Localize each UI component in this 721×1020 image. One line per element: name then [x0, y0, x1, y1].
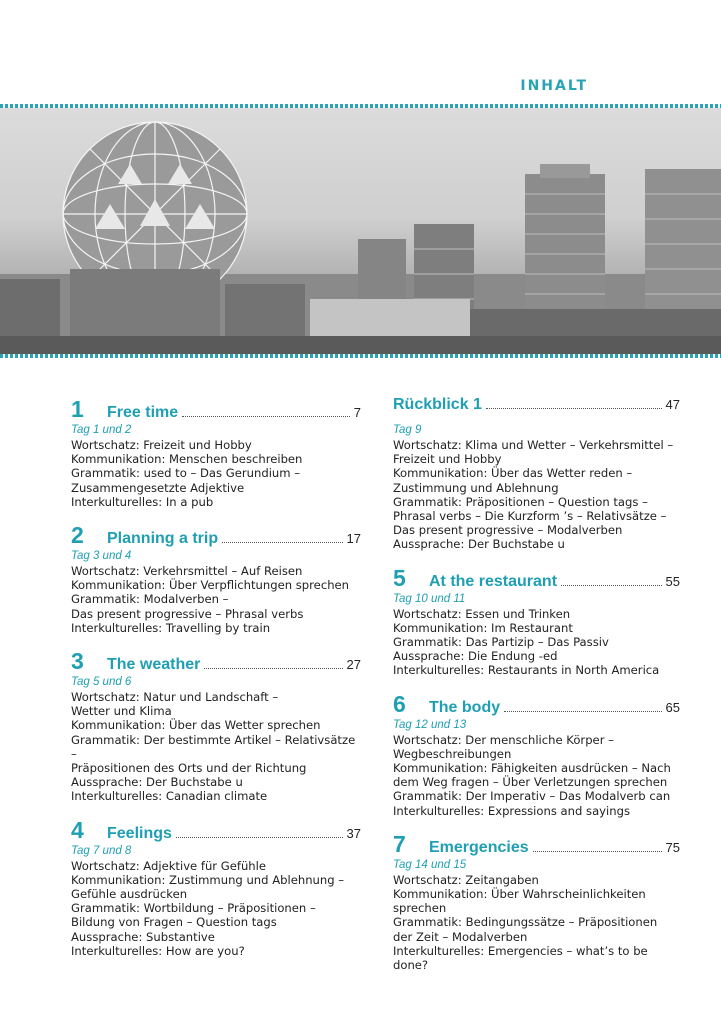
topic-line: Grammatik: used to – Das Gerundium – — [71, 466, 301, 481]
topic-line: Grammatik: Der Imperativ – Das Modalverb can — [393, 789, 671, 804]
topic-line: Kommunikation: Zustimmung und Ablehnung – — [71, 872, 345, 887]
day-tag: Tag 3 und 4 — [71, 550, 132, 563]
page-number: 47 — [665, 397, 680, 412]
topic-line: Grammatik: Präpositionen – Question tags – — [393, 494, 648, 509]
topic-line: Kommunikation: Über Verpflichtungen sprechen — [71, 578, 350, 593]
topic-line: Interkulturelles: Emergencies – what’s to be done? — [393, 943, 648, 973]
toc-right-column — [393, 396, 680, 985]
leader-dots — [561, 584, 662, 586]
chapter-title: Planning a trip — [107, 530, 219, 548]
leader-dots — [222, 541, 342, 543]
topic-line: Kommunikation: Im Restaurant — [393, 620, 573, 635]
review-title: Rückblick 1 — [393, 396, 482, 413]
topic-line: sprechen — [393, 901, 447, 916]
topic-line: Grammatik: Wortbildung – Präpositionen – — [71, 901, 316, 916]
topic-line: dem Weg fragen – Über Verletzungen sprechen — [393, 775, 668, 790]
page-number: 75 — [665, 839, 680, 855]
topic-line: Das present progressive – Modalverben — [393, 523, 623, 538]
topic-line: Phrasal verbs – Die Kurzform ’s – Relativsätze – — [393, 509, 667, 524]
leader-dots — [182, 415, 350, 417]
topic-line: Interkulturelles: How are you? — [71, 943, 245, 958]
toc-entry[interactable] — [393, 565, 680, 678]
topic-line: Interkulturelles: Expressions and sayings — [393, 803, 631, 818]
day-tag: Tag 12 und 13 — [393, 718, 467, 731]
toc-entry[interactable] — [71, 817, 361, 958]
leader-dots — [486, 407, 662, 409]
toc-entry[interactable] — [71, 396, 361, 509]
day-tag: Tag 1 und 2 — [71, 424, 132, 436]
toc-entry[interactable] — [393, 831, 680, 972]
leader-dots — [504, 710, 661, 712]
topic-line: Wortschatz: Essen und Trinken — [393, 606, 571, 621]
leader-dots — [204, 667, 342, 669]
day-tag: Tag 7 und 8 — [71, 844, 132, 857]
topic-line: Wortschatz: Adjektive für Gefühle — [71, 858, 267, 873]
topic-line: Wortschatz: Der menschliche Körper – — [393, 732, 614, 747]
chapter-number: 7 — [393, 830, 406, 857]
chapter-number: 4 — [71, 816, 84, 843]
topic-line: Kommunikation: Fähigkeiten ausdrücken – Nach — [393, 761, 671, 776]
chapter-title: Emergencies — [429, 838, 529, 856]
topic-line: Freizeit und Hobby — [393, 452, 502, 467]
topic-line: Gefühle ausdrücken — [71, 887, 188, 902]
skyline-illustration — [0, 104, 721, 358]
page-number: 17 — [346, 531, 361, 547]
chapter-number: 1 — [71, 396, 84, 422]
topic-line: Interkulturelles: Travelling by train — [71, 620, 271, 635]
topic-line: Interkulturelles: Restaurants in North America — [393, 663, 660, 678]
page-title: INHALT — [520, 78, 588, 94]
topic-line: der Zeit – Modalverben — [393, 929, 528, 944]
topic-line: Präpositionen des Orts und der Richtung — [71, 761, 307, 776]
topic-line: Grammatik: Bedingungssätze – Präpositionen — [393, 915, 658, 930]
topic-line: Aussprache: Die Endung -ed — [393, 649, 558, 664]
chapter-title: The weather — [107, 656, 201, 674]
chapter-number: 6 — [393, 690, 406, 717]
topic-line: Grammatik: Modalverben – — [71, 592, 229, 607]
chapter-number: 2 — [71, 522, 84, 549]
chapter-title: The body — [429, 698, 501, 716]
page-number: 55 — [665, 573, 680, 589]
day-tag: Tag 9 — [393, 424, 422, 436]
topic-line: Bildung von Fragen – Question tags — [71, 915, 277, 930]
banner-border-bottom — [0, 354, 721, 358]
toc-entry[interactable] — [393, 396, 680, 552]
topic-line: Wetter und Klima — [71, 704, 172, 719]
topic-line: Interkulturelles: In a pub — [71, 494, 214, 509]
chapter-number: 3 — [71, 648, 84, 675]
city-skyline-photo — [0, 104, 721, 358]
topic-line: Kommunikation: Über Wahrscheinlichkeiten — [393, 887, 646, 902]
day-tag: Tag 14 und 15 — [393, 858, 467, 871]
page-number: 65 — [665, 699, 680, 715]
topic-line: Grammatik: Das Partizip – Das Passiv — [393, 635, 609, 650]
topic-line: Wortschatz: Natur und Landschaft – — [71, 690, 279, 705]
topic-line: Wortschatz: Freizeit und Hobby — [71, 438, 252, 452]
topic-line: Zusammengesetzte Adjektive — [71, 480, 245, 495]
topic-line: Aussprache: Der Buchstabe u — [393, 537, 565, 552]
toc-entry[interactable] — [71, 522, 361, 635]
topic-line: Grammatik: Der bestimmte Artikel – Relativsätze – — [71, 732, 356, 761]
topic-line: Wortschatz: Zeitangaben — [393, 872, 539, 887]
toc-entry[interactable] — [393, 691, 680, 818]
topic-line: Kommunikation: Menschen beschreiben — [71, 452, 303, 467]
topic-line: Aussprache: Der Buchstabe u — [71, 775, 243, 790]
page-number: 27 — [346, 657, 361, 673]
day-tag: Tag 5 und 6 — [71, 676, 132, 689]
chapter-title: Feelings — [107, 824, 172, 842]
topic-line: Interkulturelles: Canadian climate — [71, 789, 268, 804]
topic-line: Das present progressive – Phrasal verbs — [71, 606, 304, 621]
leader-dots — [176, 836, 343, 838]
topic-line: Kommunikation: Über das Wetter sprechen — [71, 718, 321, 733]
page-number: 7 — [353, 405, 361, 420]
chapter-title: At the restaurant — [429, 572, 558, 590]
day-tag: Tag 10 und 11 — [393, 592, 466, 605]
topic-line: Wortschatz: Verkehrsmittel – Auf Reisen — [71, 564, 303, 579]
page-number: 37 — [346, 825, 361, 841]
leader-dots — [533, 850, 662, 852]
banner-border-top — [0, 104, 721, 108]
topic-line: Wortschatz: Klima und Wetter – Verkehrsmittel – — [393, 438, 674, 452]
topic-line: Kommunikation: Über das Wetter reden – — [393, 466, 633, 481]
topic-line: Aussprache: Substantive — [71, 929, 215, 944]
toc-entry[interactable] — [71, 648, 361, 804]
chapter-number: 5 — [393, 564, 406, 591]
chapter-title: Free time — [107, 404, 179, 421]
topic-line: Zustimmung und Ablehnung — [393, 480, 559, 495]
topic-line: Wegbeschreibungen — [393, 746, 512, 761]
toc-left-column — [71, 396, 361, 971]
